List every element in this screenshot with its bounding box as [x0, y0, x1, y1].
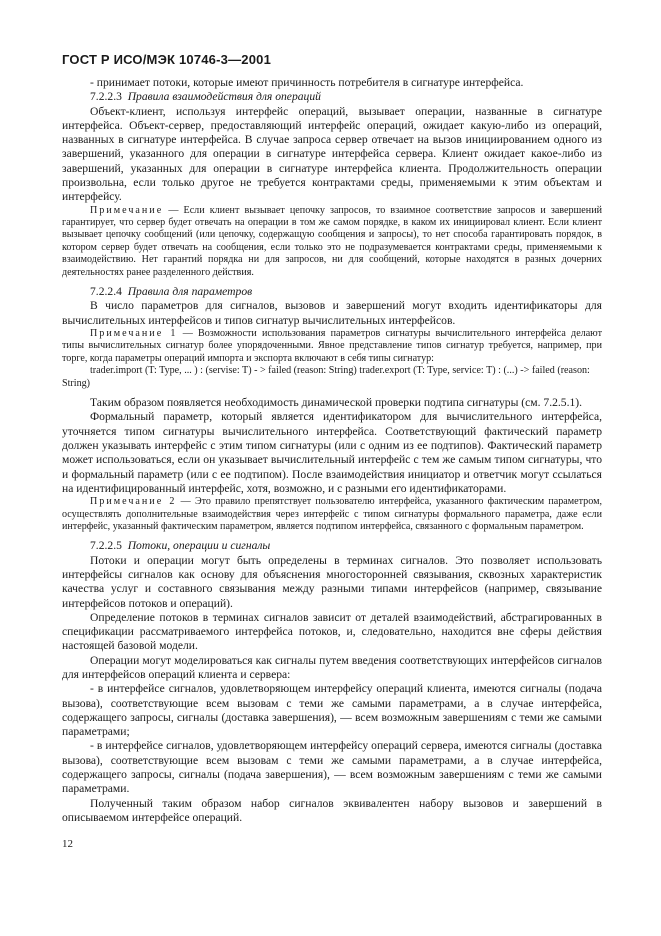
list-item: - в интерфейсе сигналов, удовлетворяющем интерфейсу операций сервера, имеются сигналы (доставка вызова), соответствующие всем вызовам с теми же самыми параметрами, а в случае интерфейса, содержащего запросы, сигналы (подача завершения), — всем возможным завершениям с теми же самыми параметрами.	[62, 739, 602, 796]
paragraph: Таким образом появляется необходимость динамической проверки подтипа сигнатуры (см. 7.2.5.1).	[90, 396, 583, 410]
section-number: 7.2.2.5	[90, 539, 122, 553]
note-label: Примечание 1	[90, 328, 178, 339]
page-body	[62, 76, 602, 825]
paragraph: Определение потоков в терминах сигналов зависит от деталей взаимодействий, абстрагированных в спецификации рассматриваемого интерфейса потоков, и, следовательно, находится вне сферы действия настоящей базовой модели.	[62, 610, 602, 653]
paragraph: Формальный параметр, который является идентификатором для вычислительного интерфейса, уточняется типом сигнатуры вычислительного интерфейса. Соответствующий фактический параметр должен указывать интерфейс с этим типом сигнатуры (или с одним из ее подтипов). Фактический параметр может использоваться, если он указывает вычислительный интерфейс с тем же самым типом сигнатуры, что и формальный параметр (или с ее подтипом). После взаимодействия инициатор и ответчик могут ссылаться на идентифицированный интерфейс, хотя, возможно, и с разными его идентификаторами.	[62, 410, 602, 495]
note-text: — Это правило препятствует пользователю интерфейса, указанного фактическим параметром, осуществлять дополнительные взаимодействия через интерфейс с типом сигнатуры формального параметра, даже если интерфейс, указанный фактическим параметром, является подтипом интерфейса, связанного с формальным параметром.	[62, 496, 602, 532]
paragraph: Потоки и операции могут быть определены в терминах сигналов. Это позволяет использовать интерфейсы сигналов как основу для объяснения многосторонней связывания, сквозных характеристик качества услуг и составного связывания между разными типами интерфейсов (например, связывание интерфейсов потоков и операций).	[62, 553, 602, 610]
note	[62, 205, 602, 279]
note-text: — Возможности использования параметров сигнатуры вычислительного интерфейса делают типы вычислительных сигнатур более упорядоченными. Явное представление типов сигнатур требуется, например, при торге, когда параметры операций импорта и экспорта включают в себя типы сигнатур:	[62, 328, 603, 364]
paragraph: Операции могут моделироваться как сигналы путем введения соответствующих интерфейсов сигналов для интерфейсов операций клиента и сервера:	[62, 653, 602, 681]
note	[62, 328, 602, 365]
note-text: — Если клиент вызывает цепочку запросов, то взаимное соответствие запросов и завершений гарантирует, что сервер будет отвечать на операции в том же самом порядке, в каком их инициировал клиент. Если клиент вызывает цепочку сообщений (или цепочку, содержащую сообщения и запросы), то нет способа гарантировать порядок, в котором сервер будет отвечать на сообщения, если только это не подразумевается контрактами среды, применяемыми к взаимодействию. Нет гарантий порядка ни для запросов, ни для сообщений, которые находятся в разных дочерних деятельностях ранее разделенного действия.	[62, 204, 602, 278]
section-heading	[62, 285, 602, 299]
section-heading	[62, 539, 602, 553]
note	[62, 496, 602, 533]
paragraph: - принимает потоки, которые имеют причинность потребителя в сигнатуре интерфейса.	[90, 76, 524, 89]
list-item: - в интерфейсе сигналов, удовлетворяющем интерфейсу операций клиента, имеются сигналы (подача вызова), соответствующие всем вызовам с теми же самыми параметрами, а в случае интерфейса, содержащего запросы, сигналы (доставка завершения), — всем возможным завершениям с теми же самыми параметрами;	[62, 682, 602, 739]
paragraph: Полученный таким образом набор сигналов эквивалентен набору вызовов и завершений в описываемом интерфейсе операций.	[62, 796, 602, 824]
code-example: trader.import (T: Type, ... ) : (servise: T) - > failed (reason: String) trader.export (T: Type, service: T) : (...) -> failed (reason: String)	[62, 365, 590, 389]
document-header: ГОСТ Р ИСО/МЭК 10746-3—2001	[62, 52, 271, 67]
note-label: Примечание 2	[90, 496, 177, 508]
section-number: 7.2.2.4	[90, 285, 122, 299]
note-label: Примечание	[90, 204, 164, 216]
page-number: 12	[62, 838, 73, 850]
section-title: Правила для параметров	[127, 285, 253, 299]
section-title: Правила взаимодействия для операций	[127, 90, 321, 104]
section-heading	[62, 90, 602, 104]
paragraph: Объект-клиент, используя интерфейс операций, вызывает операции, названные в сигнатуре интерфейса. Объект-сервер, предоставляющий интерфейс операций, ожидает какую-либо из операций, названных в сигнатуре интерфейса. В случае запроса сервер отвечает на вызов инициированием одного из завершений, указанного для операции в сигнатуре интерфейса сервера. Клиент ожидает какое-либо из завершений, указанных для операции в сигнатуре интерфейса клиента. Продолжительность операции произвольна, если только другое не требуется контрактами среды, применяемыми к этим объектам и интерфейсу.	[62, 104, 602, 204]
section-number: 7.2.2.3	[90, 90, 122, 104]
section-title: Потоки, операции и сигналы	[127, 539, 271, 553]
paragraph: В число параметров для сигналов, вызовов и завершений могут входить идентификаторы для вычислительных интерфейсов и типов сигнатур вычислительных интерфейсов.	[62, 299, 602, 327]
